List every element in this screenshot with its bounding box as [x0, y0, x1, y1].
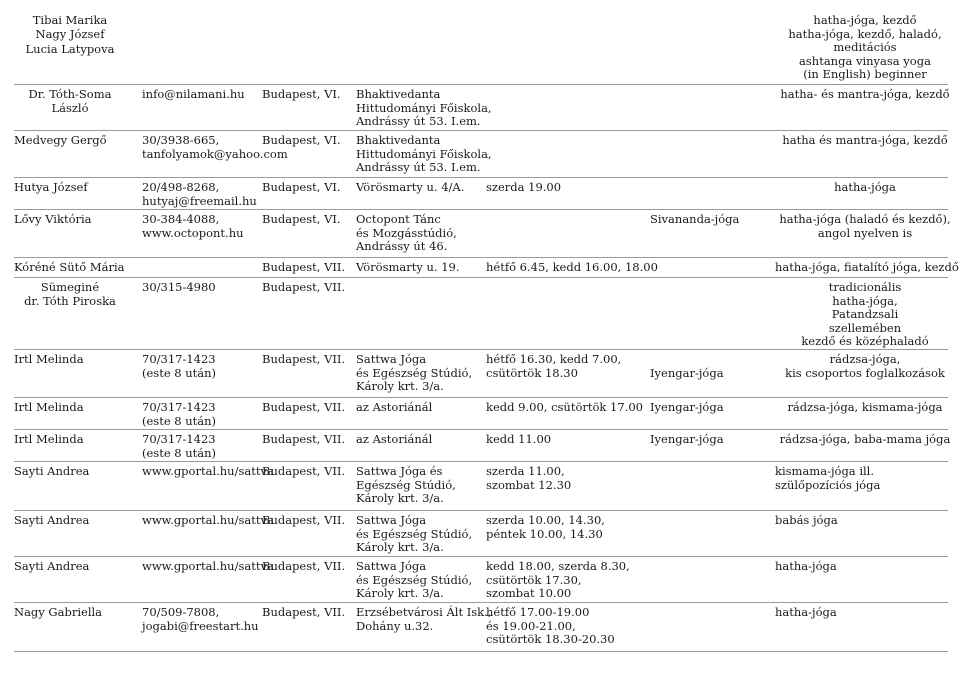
district: Budapest, VII.: [262, 559, 346, 573]
contact: info@nilamani.hu: [142, 87, 245, 101]
class-type: hatha és mantra-jóga, kezdő: [782, 133, 948, 147]
class-time: kedd 11.00: [486, 432, 552, 446]
venue: Vörösmarty u. 4/A.: [356, 180, 465, 194]
class-type: hatha-jóga: [775, 605, 837, 619]
class-time: szerda 19.00: [486, 180, 562, 194]
class-type: tradicionális hatha-jóga, Patandzsali szellemében kezdő és középhaladó: [801, 280, 929, 348]
contact: 70/509-7808, jogabi@freestart.hu: [142, 605, 259, 633]
venue: Bhaktivedanta Hittudományi Főiskola, Andrássy út 53. I.em.: [356, 133, 492, 174]
class-type: hatha-jóga, kezdő hatha-jóga, kezdő, haladó, meditációs ashtanga vinyasa yoga (in English) beginner: [788, 13, 942, 81]
row-divider: [14, 429, 948, 430]
contact: 30/315-4980: [142, 280, 216, 294]
yoga-style: Iyengar-jóga: [650, 366, 724, 380]
teacher-name: Nagy Gabriella: [14, 605, 103, 619]
venue: Sattwa Jóga és Egészség Stúdió, Károly krt. 3/a.: [356, 559, 473, 600]
row-divider: [14, 257, 948, 258]
district: Budapest, VI.: [262, 180, 341, 194]
teacher-name: Tibai Marika Nagy József Lucia Latypova: [25, 13, 115, 56]
class-type: rádzsa-jóga, baba-mama jóga: [779, 432, 951, 446]
yoga-style: Sivananda-jóga: [650, 212, 740, 226]
row-divider: [14, 397, 948, 398]
district: Budapest, VII.: [262, 432, 346, 446]
row-divider: [14, 349, 948, 350]
row-divider: [14, 510, 948, 511]
class-time: kedd 9.00, csütörtök 17.00: [486, 400, 643, 414]
row-divider: [14, 209, 948, 210]
district: Budapest, VII.: [262, 464, 346, 478]
teacher-name: Kóréné Sütő Mária: [14, 260, 125, 274]
teacher-name: Sümeginé dr. Tóth Piroska: [24, 280, 116, 308]
class-time: hétfő 16.30, kedd 7.00, csütörtök 18.30: [486, 352, 622, 380]
venue: az Astoriánál: [356, 400, 433, 414]
venue: Sattwa Jóga és Egészség Stúdió, Károly krt. 3/a.: [356, 464, 456, 505]
row-divider: [14, 651, 948, 652]
teacher-name: Hutya József: [14, 180, 88, 194]
class-type: rádzsa-jóga, kis csoportos foglalkozások: [785, 352, 945, 380]
district: Budapest, VII.: [262, 513, 346, 527]
contact: 30/3938-665, tanfolyamok@yahoo.com: [142, 133, 288, 161]
row-divider: [14, 277, 948, 278]
district: Budapest, VI.: [262, 133, 341, 147]
venue: az Astoriánál: [356, 432, 433, 446]
row-divider: [14, 602, 948, 603]
teacher-name: Dr. Tóth-Soma László: [28, 87, 112, 115]
class-type: hatha-jóga: [834, 180, 896, 194]
class-time: szerda 11.00, szombat 12.30: [486, 464, 572, 492]
class-type: babás jóga: [775, 513, 838, 527]
teacher-name: Irtl Melinda: [14, 352, 84, 366]
district: Budapest, VII.: [262, 400, 346, 414]
district: Budapest, VII.: [262, 280, 346, 294]
teacher-name: Medvegy Gergő: [14, 133, 107, 147]
teacher-name: Sayti Andrea: [14, 464, 90, 478]
row-divider: [14, 130, 948, 131]
district: Budapest, VI.: [262, 212, 341, 226]
teacher-name: Sayti Andrea: [14, 513, 90, 527]
class-time: hétfő 6.45, kedd 16.00, 18.00: [486, 260, 658, 274]
teacher-name: Sayti Andrea: [14, 559, 90, 573]
district: Budapest, VII.: [262, 352, 346, 366]
class-time: hétfő 17.00-19.00 és 19.00-21.00, csütörtök 18.30-20.30: [486, 605, 615, 646]
contact: www.gportal.hu/sattva: [142, 559, 274, 573]
class-type: kismama-jóga ill. szülőpozíciós jóga: [775, 464, 881, 492]
venue: Sattwa Jóga és Egészség Stúdió, Károly krt. 3/a.: [356, 513, 473, 554]
class-type: hatha- és mantra-jóga, kezdő: [780, 87, 950, 101]
contact: 30-384-4088, www.octopont.hu: [142, 212, 244, 240]
contact: 20/498-8268, hutyaj@freemail.hu: [142, 180, 257, 208]
contact: 70/317-1423 (este 8 után): [142, 352, 217, 380]
contact: 70/317-1423 (este 8 után): [142, 432, 217, 460]
contact: www.gportal.hu/sattva: [142, 513, 274, 527]
class-type: rádzsa-jóga, kismama-jóga: [787, 400, 943, 414]
contact: www.gportal.hu/sattva: [142, 464, 274, 478]
district: Budapest, VII.: [262, 260, 346, 274]
row-divider: [14, 556, 948, 557]
venue: Octopont Tánc és Mozgásstúdió, Andrássy út 46.: [356, 212, 457, 253]
yoga-style: Iyengar-jóga: [650, 400, 724, 414]
row-divider: [14, 461, 948, 462]
venue: Sattwa Jóga és Egészség Stúdió, Károly krt. 3/a.: [356, 352, 473, 393]
row-divider: [14, 84, 948, 85]
class-type: hatha-jóga (haladó és kezdő), angol nyelven is: [779, 212, 951, 240]
class-type: hatha-jóga, fiatalító jóga, kezdő: [775, 260, 959, 274]
teacher-name: Irtl Melinda: [14, 400, 84, 414]
class-time: szerda 10.00, 14.30, péntek 10.00, 14.30: [486, 513, 605, 541]
yoga-style: Iyengar-jóga: [650, 432, 724, 446]
district: Budapest, VI.: [262, 87, 341, 101]
class-type: hatha-jóga: [775, 559, 837, 573]
teacher-name: Lővy Viktória: [14, 212, 92, 226]
district: Budapest, VII.: [262, 605, 346, 619]
contact: 70/317-1423 (este 8 után): [142, 400, 217, 428]
teacher-name: Irtl Melinda: [14, 432, 84, 446]
class-time: kedd 18.00, szerda 8.30, csütörtök 17.30, szombat 10.00: [486, 559, 630, 600]
venue: Bhaktivedanta Hittudományi Főiskola, Andrássy út 53. I.em.: [356, 87, 492, 128]
row-divider: [14, 177, 948, 178]
venue: Vörösmarty u. 19.: [356, 260, 460, 274]
venue: Erzsébetvárosi Ált Isk., Dohány u.32.: [356, 605, 492, 633]
